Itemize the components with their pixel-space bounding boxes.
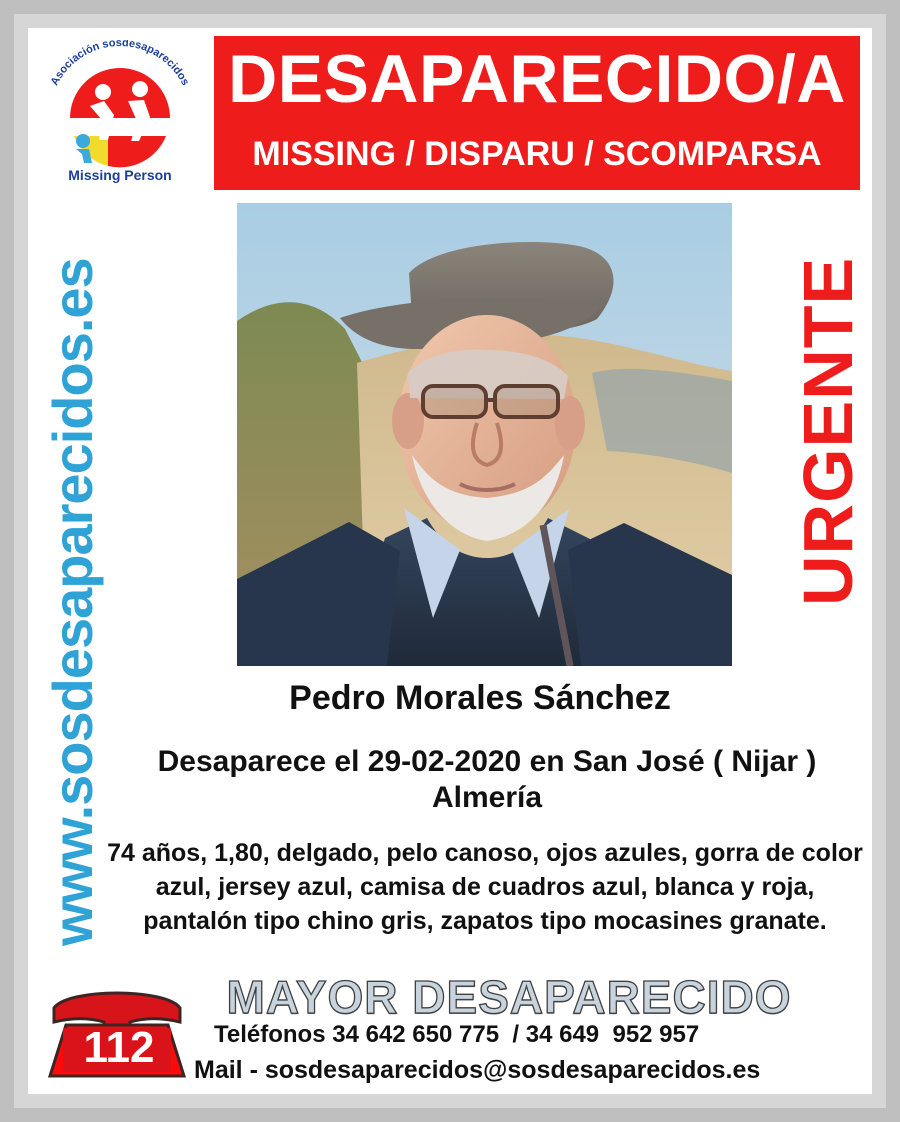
person-description xyxy=(92,836,878,938)
headline-title: DESAPARECIDO/A xyxy=(228,41,846,117)
headline-subtitle: MISSING / DISPARU / SCOMPARSA xyxy=(252,135,822,173)
logo-top-red-section xyxy=(70,68,170,118)
description-line-1: 74 años, 1,80, delgado, pelo canoso, ojos azules, gorra de color xyxy=(107,839,863,867)
logo-small-person-head xyxy=(76,134,90,148)
left-ear xyxy=(392,393,424,449)
logo-graphic xyxy=(30,40,210,190)
description-line-3: pantalón tipo chino gris, zapatos tipo mocasines granate. xyxy=(143,907,827,935)
missing-category: MAYOR DESAPARECIDO xyxy=(226,971,792,1023)
person-name: Pedro Morales Sánchez xyxy=(289,679,671,717)
logo-child-head xyxy=(132,81,148,97)
photo-illustration xyxy=(237,203,732,666)
website-url: www.sosdesaparecidos.es xyxy=(41,258,104,946)
disappearance-info xyxy=(90,744,884,816)
disappearance-line-2: Almería xyxy=(431,781,543,814)
right-glasses-lens xyxy=(495,386,558,417)
emergency-number: 112 xyxy=(83,1023,155,1072)
description-line-2: azul, jersey azul, camisa de cuadros azul, blanca y roja, xyxy=(155,873,815,901)
contact-phones: Teléfonos 34 642 650 775 / 34 649 952 957 xyxy=(214,1021,700,1048)
missing-person-photo xyxy=(237,203,732,666)
organization-logo xyxy=(30,40,210,190)
left-glasses-lens xyxy=(423,386,486,417)
logo-adult-head xyxy=(95,84,111,100)
disappearance-line-1: Desaparece el 29-02-2020 en San José ( Nijar ) xyxy=(157,745,817,778)
urgent-label: URGENTE xyxy=(789,256,867,606)
contact-email: Mail - sosdesaparecidos@sosdesaparecidos.es xyxy=(194,1056,761,1084)
headline-banner xyxy=(214,36,860,190)
logo-bottom-text: Missing Person xyxy=(68,167,172,183)
logo-top-text: Asociación sosdesaparecidos xyxy=(48,40,192,88)
